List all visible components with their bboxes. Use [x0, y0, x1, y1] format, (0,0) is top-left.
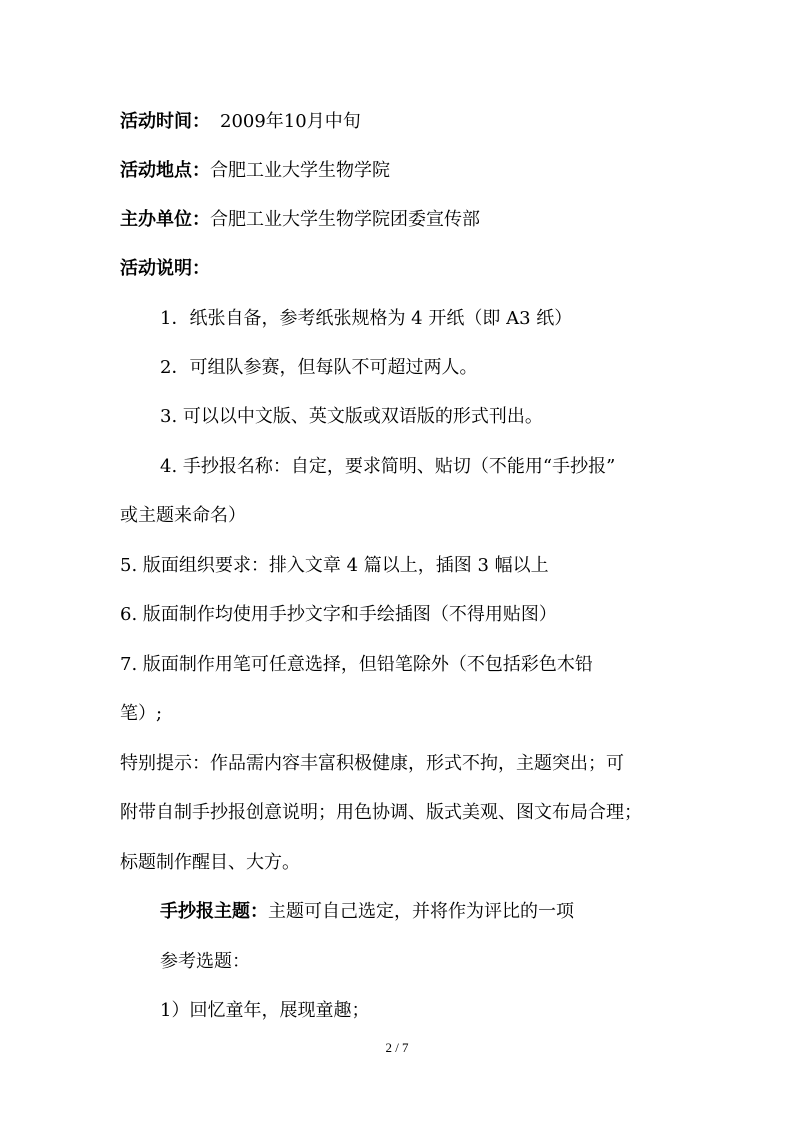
organizer	[120, 208, 480, 232]
rule-item: 或主题来命名）	[120, 505, 246, 526]
activity-time-label: 活动时间：	[120, 111, 210, 132]
rule-item: 笔）;	[120, 703, 163, 724]
organizer-value: 合肥工业大学生物学院团委宣传部	[210, 209, 480, 230]
tip-line: 特别提示：作品需内容丰富积极健康，形式不拘，主题突出；可	[120, 753, 624, 774]
theme-value: 主题可自己选定，并将作为评比的一项	[268, 901, 574, 922]
rule-item: 1．纸张自备，参考纸张规格为 4 开纸（即 A3 纸）	[160, 308, 573, 329]
activity-place	[120, 159, 390, 183]
rule-item: 3. 可以以中文版、英文版或双语版的形式刊出。	[160, 406, 543, 427]
activity-place-value: 合肥工业大学生物学院	[210, 160, 390, 181]
activity-time	[120, 110, 361, 134]
reference-label: 参考选题：	[160, 951, 250, 972]
rule-item: 6. 版面制作均使用手抄文字和手绘插图（不得用贴图）	[120, 604, 557, 625]
tip-line: 标题制作醒目、大方。	[120, 852, 300, 873]
theme	[160, 900, 574, 924]
activity-time-value: 2009年10月中旬	[220, 111, 361, 132]
page-number: 2 / 7	[385, 1040, 409, 1055]
reference-item: 1）回忆童年，展现童趣；	[160, 1000, 370, 1021]
rule-item: 2．可组队参赛，但每队不可超过两人。	[160, 357, 478, 378]
organizer-label: 主办单位：	[120, 209, 210, 230]
activity-place-label: 活动地点：	[120, 160, 210, 181]
rule-item: 5. 版面组织要求：排入文章 4 篇以上，插图 3 幅以上	[120, 555, 549, 576]
theme-label: 手抄报主题：	[160, 901, 268, 922]
tip-line: 附带自制手抄报创意说明；用色协调、版式美观、图文布局合理；	[120, 802, 642, 823]
rule-item: 7. 版面制作用笔可任意选择，但铅笔除外（不包括彩色木铅	[120, 654, 593, 675]
rule-item: 4. 手抄报名称：自定，要求简明、贴切（不能用“手抄报”	[160, 456, 616, 477]
description-label: 活动说明：	[120, 258, 210, 279]
